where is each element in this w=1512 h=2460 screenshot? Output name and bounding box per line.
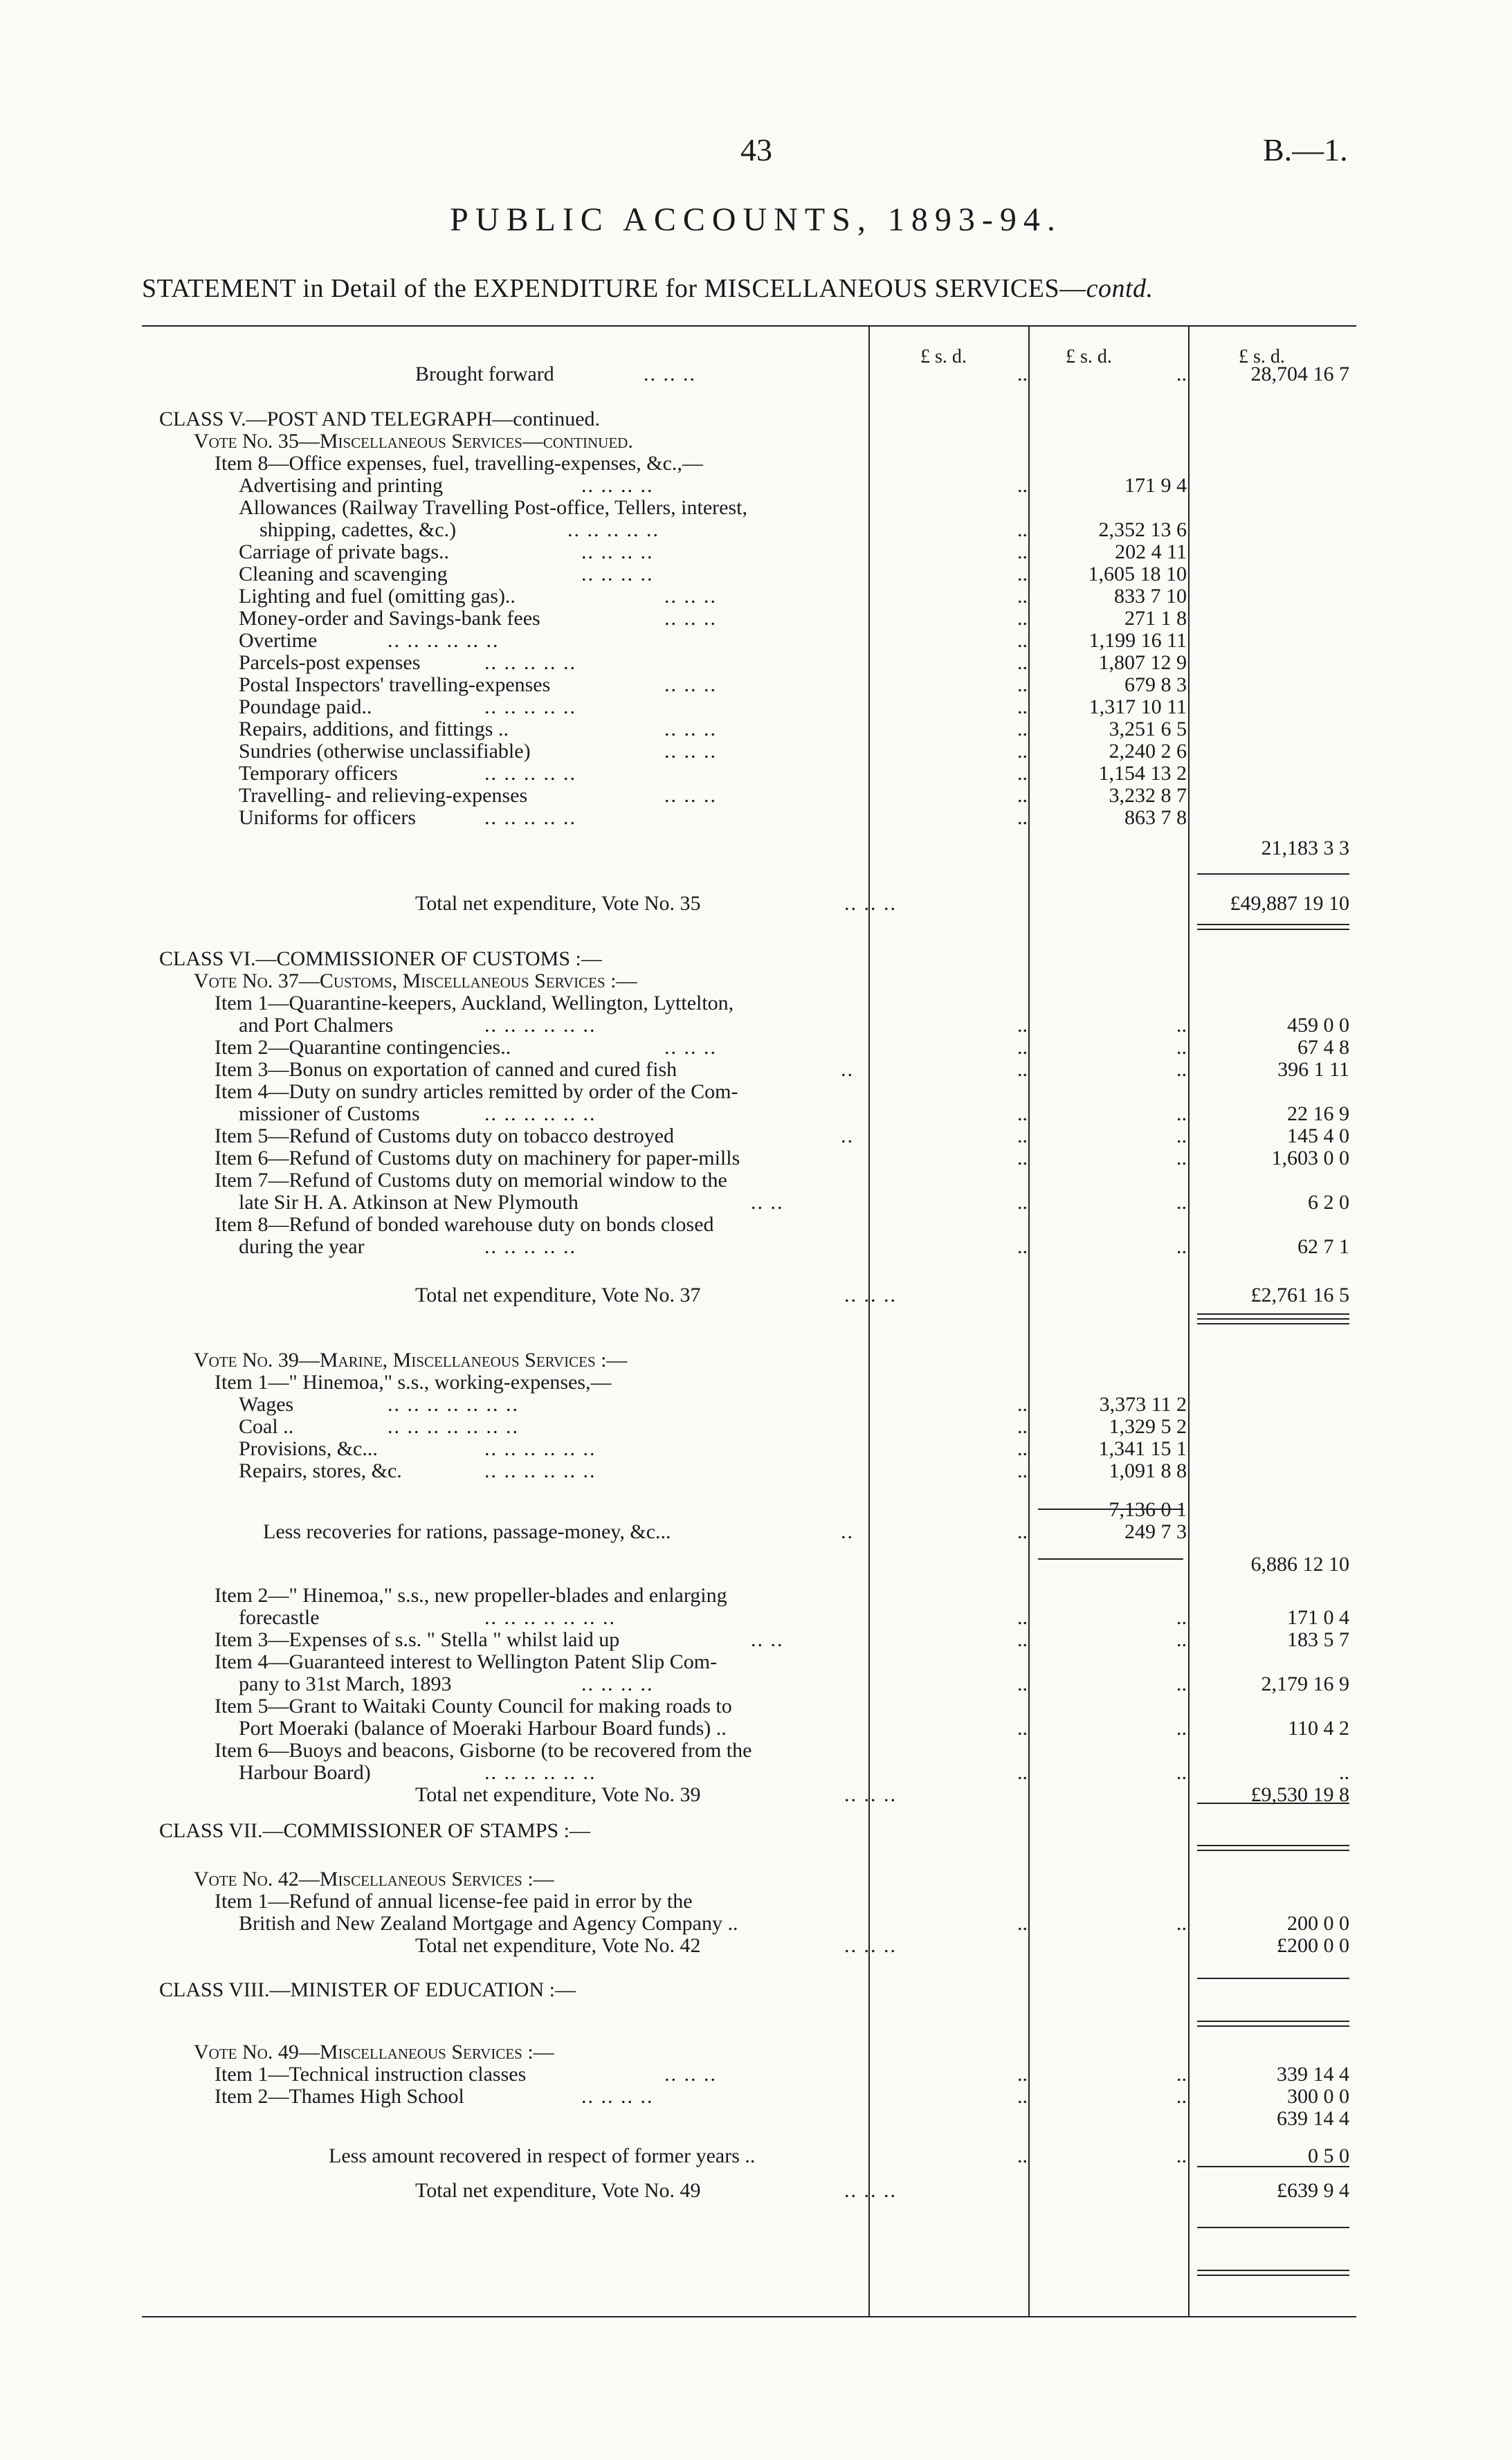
row-description: Less amount recovered in respect of former years .. — [329, 2144, 756, 2167]
amount-col-1: .. — [1017, 806, 1028, 829]
row-description: Item 2—Quarantine contingencies.. — [215, 1036, 511, 1059]
leader-dots: .. .. .. .. .. — [484, 1235, 576, 1258]
amount-col-1: .. — [1017, 762, 1028, 785]
row-description: Travelling- and relieving-expenses — [239, 784, 528, 807]
leader-dots: .. .. .. — [844, 892, 897, 915]
amount-col-1: .. — [1017, 2085, 1028, 2108]
table-row — [0, 718, 1512, 740]
table-row — [0, 1585, 1512, 1607]
row-description: Lighting and fuel (omitting gas).. — [239, 585, 516, 608]
page-number: 43 — [740, 132, 772, 167]
amount-col-3: 145 4 0 — [1287, 1124, 1349, 1147]
table-row — [0, 1554, 1512, 1576]
table-row — [0, 2041, 1512, 2063]
row-description: Vote No. 42—Miscellaneous Services :— — [194, 1868, 554, 1890]
amount-col-1: .. — [1017, 1912, 1028, 1935]
amount-col-2: 249 7 3 — [1124, 1520, 1187, 1543]
amount-col-1: .. — [1017, 673, 1028, 696]
leader-dots: .. .. .. .. .. .. — [484, 1102, 596, 1125]
amount-col-1: .. — [1017, 2063, 1028, 2086]
row-description: Item 1—" Hinemoa," s.s., working-expenses,— — [215, 1371, 612, 1394]
table-row — [0, 608, 1512, 630]
table-row — [0, 1979, 1512, 2001]
row-description: Item 3—Expenses of s.s. " Stella " whilst laid up — [215, 1628, 620, 1651]
total-double-rule — [1197, 924, 1349, 930]
amount-col-2: .. — [1176, 2144, 1187, 2167]
table-row — [0, 785, 1512, 807]
table-row — [0, 1651, 1512, 1673]
amount-col-2: 3,251 6 5 — [1109, 718, 1187, 740]
leader-dots: .. .. .. .. .. — [484, 762, 576, 785]
leader-dots: .. .. .. — [844, 1934, 897, 1957]
amount-col-2: 1,329 5 2 — [1109, 1415, 1187, 1438]
total-double-rule — [1197, 2021, 1349, 2027]
leader-dots: .. .. .. — [844, 1783, 897, 1806]
amount-col-2: .. — [1176, 1606, 1187, 1629]
amount-col-1: .. — [1017, 1606, 1028, 1629]
amount-col-3: 183 5 7 — [1287, 1628, 1349, 1651]
row-description: pany to 31st March, 1893 — [239, 1673, 452, 1695]
leader-dots: .. .. .. .. — [581, 540, 654, 563]
leader-dots: .. .. .. — [664, 673, 717, 696]
amount-col-1: .. — [1017, 1191, 1028, 1214]
leader-dots: .. .. .. — [844, 1284, 897, 1306]
amount-col-3: 21,183 3 3 — [1261, 837, 1349, 859]
amount-col-2: 7,136 0 1 — [1109, 1498, 1187, 1521]
amount-col-1: .. — [1017, 784, 1028, 807]
amount-col-3: 200 0 0 — [1287, 1912, 1349, 1935]
leader-dots: .. .. — [751, 1628, 784, 1651]
amount-col-2: .. — [1176, 1124, 1187, 1147]
table-row — [0, 363, 1512, 385]
total-double-rule — [1197, 1845, 1349, 1851]
row-description: Temporary officers — [239, 762, 398, 785]
row-description: Provisions, &c... — [239, 1437, 378, 1460]
leader-dots: .. .. .. — [664, 1036, 717, 1059]
statement-subtitle — [142, 273, 1154, 304]
subtotal-rule — [1038, 1509, 1183, 1510]
amount-col-2: 271 1 8 — [1124, 607, 1187, 630]
row-description: CLASS V.—POST AND TELEGRAPH—continued. — [159, 408, 601, 430]
subtitle-italic: contd. — [1086, 274, 1154, 303]
leader-dots: .. .. .. .. .. — [484, 806, 576, 829]
amount-col-1: .. — [1017, 1459, 1028, 1482]
amount-col-1: .. — [1017, 563, 1028, 585]
amount-col-3: 67 4 8 — [1297, 1036, 1349, 1059]
amount-col-3: 22 16 9 — [1287, 1102, 1349, 1125]
row-description: Item 7—Refund of Customs duty on memorial window to the — [215, 1169, 727, 1192]
table-row — [0, 1499, 1512, 1521]
table-row — [0, 1673, 1512, 1695]
amount-col-3: 0 5 0 — [1308, 2144, 1349, 2167]
table-row — [0, 2108, 1512, 2130]
amount-col-3: 396 1 11 — [1277, 1058, 1349, 1081]
table-row — [0, 1890, 1512, 1913]
table-row — [0, 1935, 1512, 1957]
table-row — [0, 630, 1512, 652]
table-row — [0, 430, 1512, 453]
table-row — [0, 1214, 1512, 1236]
table-row — [0, 696, 1512, 718]
table-row — [0, 475, 1512, 497]
amount-col-1: .. — [1017, 1673, 1028, 1695]
table-row — [0, 1521, 1512, 1543]
amount-col-2: .. — [1176, 2063, 1187, 2086]
amount-col-2: .. — [1176, 1058, 1187, 1081]
page-title: PUBLIC ACCOUNTS, 1893-94. — [450, 201, 1062, 238]
amount-col-2: 679 8 3 — [1124, 673, 1187, 696]
amount-col-1: .. — [1017, 740, 1028, 763]
amount-col-3: 459 0 0 — [1287, 1014, 1349, 1037]
table-row — [0, 893, 1512, 915]
amount-col-1: .. — [1017, 718, 1028, 740]
amount-col-2: 863 7 8 — [1124, 806, 1187, 829]
leader-dots: .. .. .. .. .. .. — [484, 1459, 596, 1482]
table-row — [0, 740, 1512, 763]
table-row — [0, 1284, 1512, 1306]
row-description: Harbour Board) — [239, 1761, 371, 1784]
amount-col-1: .. — [1017, 651, 1028, 674]
amount-col-2: .. — [1176, 1761, 1187, 1784]
amount-col-2: 2,352 13 6 — [1098, 518, 1187, 541]
row-description: Total net expenditure, Vote No. 39 — [415, 1783, 701, 1806]
row-description: Brought forward — [415, 363, 554, 385]
leader-dots: .. .. .. .. — [581, 1673, 654, 1695]
row-description: Item 3—Bonus on exportation of canned and cured fish — [215, 1058, 677, 1081]
amount-col-2: .. — [1176, 363, 1187, 385]
leader-dots: .. .. .. .. .. .. .. — [388, 1393, 519, 1416]
leader-dots: .. .. .. .. .. .. — [388, 629, 500, 652]
table-row — [0, 1629, 1512, 1651]
row-description: Parcels-post expenses — [239, 651, 421, 674]
row-description: Cleaning and scavenging — [239, 563, 448, 585]
table-row — [0, 1718, 1512, 1740]
amount-col-2: .. — [1176, 1014, 1187, 1037]
amount-col-1: .. — [1017, 1235, 1028, 1258]
amount-col-2: 202 4 11 — [1115, 540, 1187, 563]
table-row — [0, 519, 1512, 541]
row-description: Uniforms for officers — [239, 806, 417, 829]
amount-col-2: .. — [1176, 1191, 1187, 1214]
row-description: CLASS VIII.—MINISTER OF EDUCATION :— — [159, 1978, 576, 2001]
amount-col-1: .. — [1017, 1036, 1028, 1059]
amount-col-3: 28,704 16 7 — [1250, 363, 1349, 385]
subtotal-rule — [1197, 1803, 1349, 1804]
column-header-2: £ s. d. — [1066, 346, 1112, 367]
leader-dots: .. .. .. — [644, 363, 696, 385]
row-description: Money-order and Savings-bank fees — [239, 607, 540, 630]
leader-dots: .. .. .. — [844, 2179, 897, 2202]
table-row — [0, 1868, 1512, 1890]
row-description: Item 1—Quarantine-keepers, Auckland, Wellington, Lyttelton, — [215, 992, 734, 1014]
amount-col-2: .. — [1176, 1912, 1187, 1935]
row-description: Poundage paid.. — [239, 695, 372, 718]
amount-col-2: 1,605 18 10 — [1088, 563, 1187, 585]
row-description: Vote No. 35—Miscellaneous Services—continued. — [194, 430, 633, 453]
subtotal-rule — [1197, 1313, 1349, 1315]
amount-col-1: .. — [1017, 1014, 1028, 1037]
row-description: Postal Inspectors' travelling-expenses — [239, 673, 551, 696]
amount-col-1: .. — [1017, 1628, 1028, 1651]
row-description: Item 2—Thames High School — [215, 2085, 464, 2108]
table-row — [0, 1372, 1512, 1394]
row-description: Item 8—Office expenses, fuel, travelling-expenses, &c.,— — [215, 452, 703, 475]
table-row — [0, 970, 1512, 992]
subtotal-rule — [1197, 2166, 1349, 2167]
table-row — [0, 1081, 1512, 1103]
leader-dots: .. .. .. .. .. .. .. — [388, 1415, 519, 1438]
amount-col-2: .. — [1176, 1717, 1187, 1740]
amount-col-2: 171 9 4 — [1124, 474, 1187, 497]
table-row — [0, 1059, 1512, 1081]
table-row — [0, 453, 1512, 475]
amount-col-1: .. — [1017, 1102, 1028, 1125]
table-row — [0, 1695, 1512, 1718]
amount-col-1: .. — [1017, 629, 1028, 652]
table-row — [0, 948, 1512, 970]
leader-dots: .. .. .. — [664, 585, 717, 608]
amount-col-2: 1,317 10 11 — [1089, 695, 1187, 718]
leader-dots: .. .. .. .. .. .. .. — [484, 1606, 616, 1629]
row-description: Allowances (Railway Travelling Post-office, Tellers, interest, — [239, 496, 747, 519]
row-description: Item 8—Refund of bonded warehouse duty on bonds closed — [215, 1213, 714, 1236]
row-description: late Sir H. A. Atkinson at New Plymouth — [239, 1191, 579, 1214]
table-row — [0, 2063, 1512, 2086]
row-description: CLASS VII.—COMMISSIONER OF STAMPS :— — [159, 1819, 591, 1842]
amount-col-1: .. — [1017, 2144, 1028, 2167]
amount-col-1: .. — [1017, 1520, 1028, 1543]
row-description: Coal .. — [239, 1415, 294, 1438]
table-row — [0, 1607, 1512, 1629]
amount-col-3: 639 14 4 — [1277, 2107, 1349, 2130]
table-row — [0, 1762, 1512, 1784]
amount-col-2: .. — [1176, 1673, 1187, 1695]
row-description: forecastle — [239, 1606, 320, 1629]
amount-col-1: .. — [1017, 540, 1028, 563]
amount-col-2: 1,807 12 9 — [1098, 651, 1187, 674]
amount-col-2: 1,341 15 1 — [1098, 1437, 1187, 1460]
amount-col-3: £200 0 0 — [1277, 1934, 1349, 1957]
amount-col-3: 62 7 1 — [1297, 1235, 1349, 1258]
row-description: Item 5—Grant to Waitaki County Council for making roads to — [215, 1695, 732, 1718]
leader-dots: .. — [841, 1058, 854, 1081]
table-row — [0, 992, 1512, 1014]
leader-dots: .. .. .. .. .. .. — [484, 1014, 596, 1037]
row-description: missioner of Customs — [239, 1102, 420, 1125]
leader-dots: .. .. .. .. — [581, 2085, 654, 2108]
row-description: Item 1—Refund of annual license-fee paid in error by the — [215, 1890, 693, 1913]
amount-col-2: .. — [1176, 2085, 1187, 2108]
amount-col-2: .. — [1176, 1235, 1187, 1258]
amount-col-3: 171 0 4 — [1287, 1606, 1349, 1629]
leader-dots: .. .. — [751, 1191, 784, 1214]
amount-col-3: £9,530 19 8 — [1250, 1783, 1349, 1806]
leader-dots: .. .. .. .. — [581, 474, 654, 497]
amount-col-1: .. — [1017, 1393, 1028, 1416]
amount-col-1: .. — [1017, 363, 1028, 385]
amount-col-3: 110 4 2 — [1288, 1717, 1349, 1740]
table-row — [0, 497, 1512, 519]
row-description: Advertising and printing — [239, 474, 443, 497]
table-row — [0, 1913, 1512, 1935]
leader-dots: .. .. .. — [664, 740, 717, 763]
table-row — [0, 2086, 1512, 2108]
leader-dots: .. .. .. .. .. — [567, 518, 659, 541]
row-description: Item 6—Buoys and beacons, Gisborne (to be recovered from the — [215, 1739, 752, 1762]
row-description: during the year — [239, 1235, 365, 1258]
document-reference: B.—1. — [1263, 132, 1348, 167]
amount-col-3: £49,887 19 10 — [1230, 892, 1349, 915]
amount-col-3: 339 14 4 — [1277, 2063, 1349, 2086]
amount-col-1: .. — [1017, 1437, 1028, 1460]
leader-dots: .. .. .. .. .. — [484, 651, 576, 674]
leader-dots: .. .. .. .. — [581, 563, 654, 585]
amount-col-3: 300 0 0 — [1287, 2085, 1349, 2108]
row-description: Item 2—" Hinemoa," s.s., new propeller-blades and enlarging — [215, 1584, 727, 1607]
amount-col-3: 1,603 0 0 — [1271, 1147, 1349, 1169]
amount-col-1: .. — [1017, 1147, 1028, 1169]
amount-col-1: .. — [1017, 585, 1028, 608]
subtotal-rule — [1197, 2227, 1349, 2228]
row-description: Vote No. 49—Miscellaneous Services :— — [194, 2041, 554, 2063]
amount-col-2: 3,232 8 7 — [1109, 784, 1187, 807]
table-row — [0, 652, 1512, 674]
amount-col-2: 2,240 2 6 — [1109, 740, 1187, 763]
row-description: Overtime — [239, 629, 318, 652]
table-row — [0, 1460, 1512, 1482]
table-row — [0, 1820, 1512, 1842]
amount-col-1: .. — [1017, 474, 1028, 497]
table-row — [0, 1014, 1512, 1037]
amount-col-2: .. — [1176, 1036, 1187, 1059]
row-description: CLASS VI.—COMMISSIONER OF CUSTOMS :— — [159, 947, 602, 970]
row-description: Carriage of private bags.. — [239, 540, 450, 563]
table-row — [0, 585, 1512, 608]
table-row — [0, 763, 1512, 785]
amount-col-1: .. — [1017, 1058, 1028, 1081]
subtotal-rule — [1197, 1978, 1349, 1979]
row-description: Total net expenditure, Vote No. 42 — [415, 1934, 701, 1957]
total-double-rule — [1197, 2270, 1349, 2276]
row-description: Total net expenditure, Vote No. 37 — [415, 1284, 701, 1306]
amount-col-2: .. — [1176, 1102, 1187, 1125]
row-description: Total net expenditure, Vote No. 49 — [415, 2179, 701, 2202]
table-row — [0, 408, 1512, 430]
leader-dots: .. .. .. — [664, 607, 717, 630]
table-row — [0, 1236, 1512, 1258]
leader-dots: .. .. .. — [664, 718, 717, 740]
table-row — [0, 1037, 1512, 1059]
row-description: Sundries (otherwise unclassifiable) — [239, 740, 531, 763]
table-row — [0, 2145, 1512, 2167]
row-description: Item 4—Guaranteed interest to Wellington Patent Slip Com- — [215, 1650, 718, 1673]
amount-col-2: 1,199 16 11 — [1089, 629, 1187, 652]
row-description: Item 5—Refund of Customs duty on tobacco destroyed — [215, 1124, 675, 1147]
row-description: Total net expenditure, Vote No. 35 — [415, 892, 701, 915]
amount-col-1: .. — [1017, 695, 1028, 718]
row-description: Less recoveries for rations, passage-money, &c... — [263, 1520, 671, 1543]
table-row — [0, 541, 1512, 563]
subtitle-main: STATEMENT in Detail of the EXPENDITURE for MISCELLANEOUS SERVICES— — [142, 274, 1086, 303]
amount-col-3: 2,179 16 9 — [1261, 1673, 1349, 1695]
row-description: shipping, cadettes, &c.) — [259, 518, 457, 541]
table-row — [0, 1394, 1512, 1416]
amount-col-2: 833 7 10 — [1114, 585, 1187, 608]
amount-col-1: .. — [1017, 1124, 1028, 1147]
row-description: Item 1—Technical instruction classes — [215, 2063, 527, 2086]
table-row — [0, 563, 1512, 585]
amount-col-3: £2,761 16 5 — [1250, 1284, 1349, 1306]
leader-dots: .. .. .. — [664, 2063, 717, 2086]
total-double-rule — [1197, 1318, 1349, 1324]
row-description: Port Moeraki (balance of Moeraki Harbour Board funds) .. — [239, 1717, 727, 1740]
row-description: Item 6—Refund of Customs duty on machinery for paper-mills — [215, 1147, 740, 1169]
amount-col-1: .. — [1017, 1717, 1028, 1740]
amount-col-2: 1,091 8 8 — [1109, 1459, 1187, 1482]
amount-col-3: 6 2 0 — [1308, 1191, 1349, 1214]
subtotal-rule — [1038, 1558, 1183, 1560]
leader-dots: .. .. .. — [664, 784, 717, 807]
table-row — [0, 2180, 1512, 2202]
amount-col-1: .. — [1017, 518, 1028, 541]
table-row — [0, 1349, 1512, 1372]
table-row — [0, 1147, 1512, 1169]
leader-dots: .. .. .. .. .. .. — [484, 1437, 596, 1460]
row-description: British and New Zealand Mortgage and Agency Company .. — [239, 1912, 738, 1935]
row-description: and Port Chalmers — [239, 1014, 394, 1037]
amount-col-2: .. — [1176, 1628, 1187, 1651]
amount-col-2: .. — [1176, 1147, 1187, 1169]
leader-dots: .. — [841, 1124, 854, 1147]
amount-col-3: .. — [1339, 1761, 1349, 1784]
amount-col-1: .. — [1017, 1415, 1028, 1438]
subtotal-rule — [1197, 873, 1349, 875]
leader-dots: .. .. .. .. .. — [484, 695, 576, 718]
row-description: Repairs, stores, &c. — [239, 1459, 402, 1482]
row-description: Repairs, additions, and fittings .. — [239, 718, 509, 740]
amount-col-2: 1,154 13 2 — [1098, 762, 1187, 785]
amount-col-2: 3,373 11 2 — [1099, 1393, 1187, 1416]
row-description: Wages — [239, 1393, 294, 1416]
amount-col-1: .. — [1017, 607, 1028, 630]
table-row — [0, 1438, 1512, 1460]
table-row — [0, 1416, 1512, 1438]
row-description: Vote No. 37—Customs, Miscellaneous Services :— — [194, 969, 637, 992]
table-row — [0, 837, 1512, 859]
row-description: Item 4—Duty on sundry articles remitted by order of the Com- — [215, 1080, 738, 1103]
amount-col-3: £639 9 4 — [1277, 2179, 1349, 2202]
table-row — [0, 1125, 1512, 1147]
row-description: Vote No. 39—Marine, Miscellaneous Services :— — [194, 1349, 628, 1372]
column-header-1: £ s. d. — [920, 346, 967, 367]
leader-dots: .. — [841, 1520, 854, 1543]
table-row — [0, 1103, 1512, 1125]
amount-col-1: .. — [1017, 1761, 1028, 1784]
amount-col-3: 6,886 12 10 — [1250, 1553, 1349, 1576]
table-row — [0, 1192, 1512, 1214]
table-row — [0, 1740, 1512, 1762]
leader-dots: .. .. .. .. .. .. — [484, 1761, 596, 1784]
column-header-3: £ s. d. — [1239, 346, 1285, 367]
table-row — [0, 1169, 1512, 1192]
table-row — [0, 807, 1512, 829]
table-row — [0, 674, 1512, 696]
